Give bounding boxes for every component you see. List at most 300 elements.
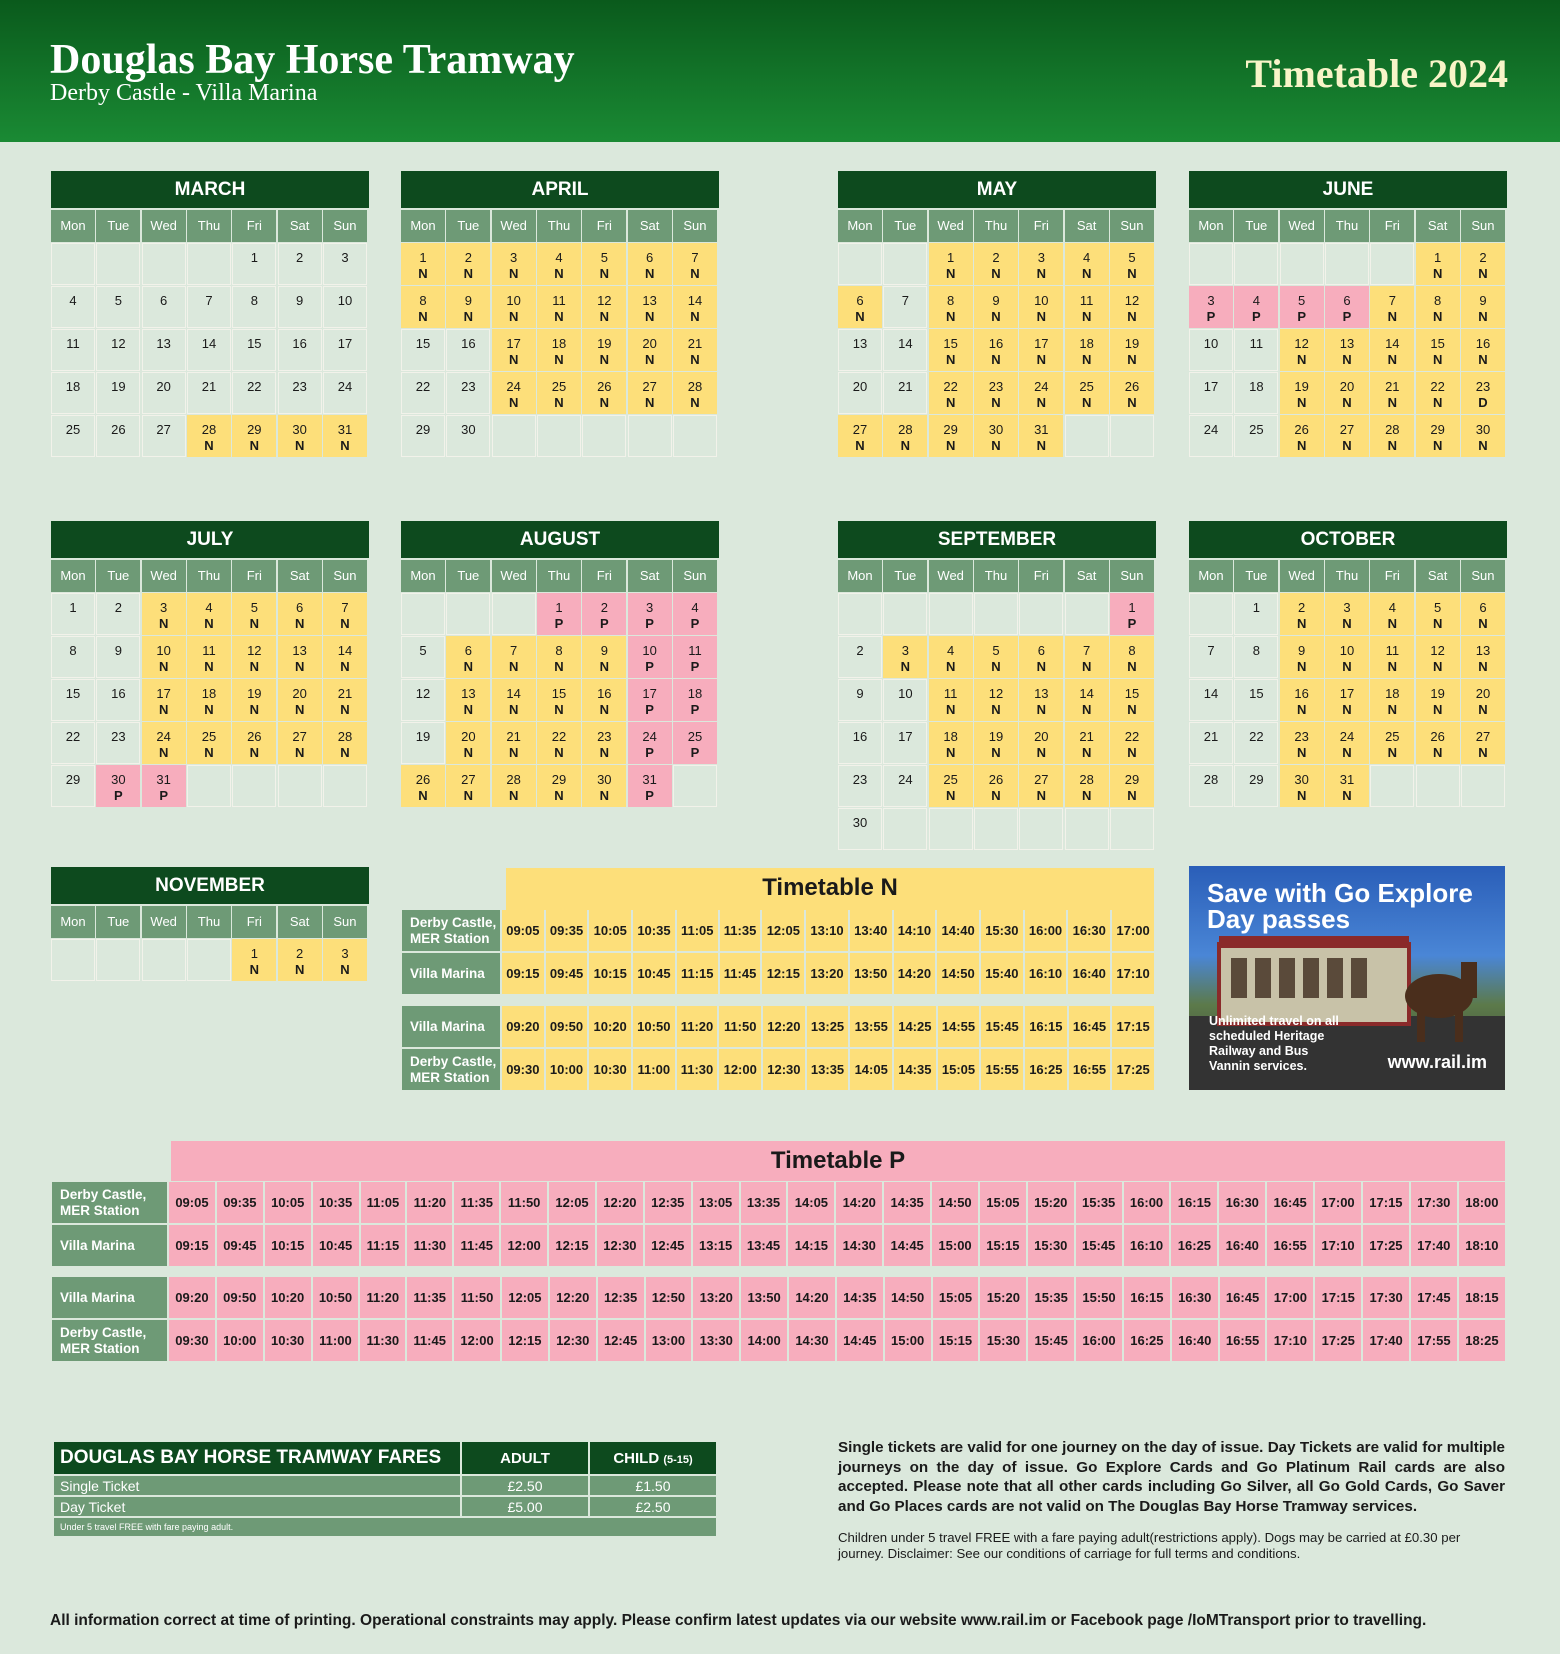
day-number: 22 bbox=[551, 729, 567, 744]
day-cell bbox=[537, 372, 581, 414]
day-cell bbox=[1416, 329, 1460, 371]
timetable-code: P bbox=[1297, 309, 1306, 324]
timetable-row bbox=[402, 953, 1154, 994]
day-number: 3 bbox=[1343, 600, 1351, 615]
departure-time: 14:55 bbox=[938, 1006, 980, 1047]
day-cell bbox=[492, 329, 536, 371]
departure-time: 14:20 bbox=[894, 953, 936, 994]
day-number: 5 bbox=[992, 643, 1000, 658]
departure-time: 12:50 bbox=[646, 1277, 692, 1318]
day-number: 12 bbox=[1430, 643, 1445, 658]
empty-day-cell bbox=[401, 593, 445, 635]
departure-time: 15:45 bbox=[1076, 1225, 1122, 1266]
day-cell bbox=[1461, 243, 1505, 285]
day-number: 1 bbox=[69, 600, 77, 615]
timetable-code: N bbox=[204, 616, 214, 631]
departure-time: 16:10 bbox=[1025, 953, 1067, 994]
stop-label: Villa Marina bbox=[52, 1225, 167, 1266]
empty-day-cell bbox=[1370, 765, 1414, 807]
day-cell bbox=[1019, 372, 1063, 414]
timetable-code: N bbox=[508, 395, 519, 410]
day-cell bbox=[1019, 415, 1063, 457]
day-cell bbox=[96, 286, 140, 328]
day-cell bbox=[1234, 722, 1278, 764]
departure-time: 16:45 bbox=[1220, 1277, 1266, 1318]
day-cell bbox=[232, 329, 276, 371]
week-row bbox=[838, 372, 1156, 414]
timetable-code: N bbox=[418, 788, 428, 803]
weekday-name: Sun bbox=[323, 210, 367, 242]
day-cell bbox=[1065, 765, 1109, 807]
empty-day-cell bbox=[1280, 243, 1324, 285]
departure-time: 16:40 bbox=[1172, 1320, 1218, 1361]
day-cell bbox=[187, 372, 231, 414]
departure-time: 15:00 bbox=[885, 1320, 931, 1361]
week-row bbox=[51, 286, 369, 328]
day-number: 6 bbox=[856, 293, 864, 308]
departure-time: 18:10 bbox=[1459, 1225, 1505, 1266]
day-cell bbox=[838, 679, 882, 721]
day-number: 9 bbox=[600, 643, 608, 658]
day-number: 17 bbox=[898, 729, 913, 744]
departure-time: 14:35 bbox=[837, 1277, 883, 1318]
timetable-code: N bbox=[418, 309, 428, 324]
timetable-code: P bbox=[645, 702, 654, 717]
day-cell bbox=[323, 636, 367, 678]
day-number: 15 bbox=[1430, 336, 1445, 351]
departure-time: 14:45 bbox=[884, 1225, 930, 1266]
day-cell bbox=[142, 372, 186, 414]
departure-time: 16:15 bbox=[1124, 1277, 1170, 1318]
timetable-code: N bbox=[1036, 702, 1046, 717]
day-number: 18 bbox=[65, 379, 81, 394]
day-cell bbox=[929, 243, 973, 285]
departure-time: 10:05 bbox=[265, 1182, 311, 1223]
promo-url-link[interactable]: www.rail.im bbox=[1387, 1052, 1487, 1072]
timetable-code: N bbox=[599, 309, 609, 324]
timetable-code: P bbox=[645, 788, 654, 803]
day-number: 8 bbox=[69, 643, 77, 658]
weekday-name: Fri bbox=[1019, 210, 1063, 242]
weekday-header-row bbox=[838, 210, 1156, 242]
timetable-code: N bbox=[1296, 352, 1307, 367]
day-number: 5 bbox=[114, 293, 122, 308]
day-cell bbox=[142, 329, 186, 371]
empty-day-cell bbox=[187, 243, 231, 285]
day-number: 12 bbox=[1294, 336, 1309, 351]
departure-time: 13:55 bbox=[850, 1006, 892, 1047]
day-number: 10 bbox=[1203, 336, 1219, 351]
timetable-n-return bbox=[400, 1004, 1156, 1092]
timetable-code: N bbox=[418, 266, 428, 281]
timetable-code: N bbox=[1478, 702, 1488, 717]
day-number: 28 bbox=[1385, 422, 1400, 437]
departure-time: 10:00 bbox=[546, 1049, 588, 1090]
timetable-code: N bbox=[1432, 438, 1443, 453]
departure-time: 14:45 bbox=[837, 1320, 883, 1361]
day-cell bbox=[929, 415, 973, 457]
day-number: 5 bbox=[250, 600, 258, 615]
day-cell bbox=[1325, 593, 1369, 635]
timetable-code: N bbox=[991, 438, 1001, 453]
stop-label: Villa Marina bbox=[402, 1006, 500, 1047]
departure-time: 14:50 bbox=[937, 953, 979, 994]
departure-time: 09:20 bbox=[502, 1006, 544, 1047]
day-number: 18 bbox=[1079, 336, 1094, 351]
empty-day-cell bbox=[51, 243, 95, 285]
day-number: 16 bbox=[1475, 336, 1491, 351]
day-cell bbox=[278, 286, 322, 328]
weekday-name: Mon bbox=[51, 210, 95, 242]
day-number: 14 bbox=[337, 643, 353, 658]
departure-time: 14:35 bbox=[894, 1049, 936, 1090]
day-cell bbox=[838, 808, 882, 850]
departure-time: 14:05 bbox=[788, 1182, 834, 1223]
departure-time: 11:30 bbox=[677, 1049, 718, 1090]
timetable-code: N bbox=[644, 352, 655, 367]
timetable-code: N bbox=[690, 266, 700, 281]
timetable-code: N bbox=[1342, 616, 1352, 631]
day-number: 6 bbox=[1343, 293, 1351, 308]
day-cell bbox=[278, 679, 322, 721]
timetable-code: N bbox=[463, 745, 474, 760]
day-cell bbox=[1189, 415, 1233, 457]
day-number: 16 bbox=[852, 729, 868, 744]
departure-time: 10:30 bbox=[589, 1049, 631, 1090]
empty-day-cell bbox=[1065, 415, 1109, 457]
empty-day-cell bbox=[838, 593, 882, 635]
day-cell bbox=[401, 765, 445, 807]
timetable-code: N bbox=[1036, 352, 1046, 367]
empty-day-cell bbox=[628, 415, 672, 457]
departure-time: 16:25 bbox=[1025, 1049, 1067, 1090]
day-cell bbox=[446, 415, 490, 457]
week-row bbox=[401, 286, 719, 328]
timetable-code: N bbox=[1081, 788, 1092, 803]
day-number: 23 bbox=[1475, 379, 1491, 394]
week-row bbox=[401, 636, 719, 678]
empty-day-cell bbox=[974, 593, 1018, 635]
day-number: 29 bbox=[1430, 422, 1445, 437]
child-label: CHILD bbox=[613, 1449, 660, 1467]
weekday-name: Sun bbox=[323, 560, 367, 592]
departure-time: 16:15 bbox=[1025, 1006, 1067, 1047]
timetable-code: N bbox=[1296, 616, 1307, 631]
day-cell bbox=[1189, 679, 1233, 721]
timetable-code: N bbox=[249, 659, 259, 674]
week-row bbox=[51, 636, 369, 678]
departure-time: 10:15 bbox=[265, 1225, 311, 1266]
departure-time: 13:00 bbox=[646, 1320, 692, 1361]
day-cell bbox=[446, 372, 490, 414]
departure-time: 10:45 bbox=[633, 953, 675, 994]
weekday-header-row bbox=[51, 210, 369, 242]
timetable-code: N bbox=[294, 962, 305, 977]
day-number: 19 bbox=[1294, 379, 1309, 394]
day-number: 5 bbox=[1434, 600, 1442, 615]
day-cell bbox=[1189, 765, 1233, 807]
day-cell bbox=[628, 372, 672, 414]
day-number: 12 bbox=[111, 336, 126, 351]
departure-time: 14:20 bbox=[836, 1182, 882, 1223]
empty-day-cell bbox=[1461, 765, 1505, 807]
day-number: 13 bbox=[461, 686, 476, 701]
day-cell bbox=[1189, 636, 1233, 678]
timetable-code: N bbox=[554, 702, 564, 717]
conditions-text: Children under 5 travel FREE with a fare paying adult(restrictions apply). Dogs may be carried at £0.30 per journey. Disclaimer: See our conditions of carriage for full terms and conditions. bbox=[838, 1530, 1461, 1561]
departure-time: 16:10 bbox=[1124, 1225, 1170, 1266]
timetable-code: N bbox=[249, 702, 259, 717]
day-cell bbox=[1280, 593, 1324, 635]
route-subtitle: Derby Castle - Villa Marina bbox=[50, 80, 318, 106]
day-cell bbox=[537, 722, 581, 764]
day-cell bbox=[51, 765, 95, 807]
timetable-code: N bbox=[599, 395, 609, 410]
child-age-range: (5-15) bbox=[663, 1453, 693, 1466]
month-name: JULY bbox=[51, 521, 369, 558]
departure-time: 10:05 bbox=[589, 910, 631, 951]
weekday-name: Sat bbox=[278, 906, 322, 938]
departure-time: 10:20 bbox=[265, 1277, 311, 1318]
departure-time: 10:15 bbox=[589, 953, 631, 994]
timetable-code: N bbox=[1081, 395, 1092, 410]
day-number: 21 bbox=[898, 379, 913, 394]
timetable-code: N bbox=[1342, 788, 1352, 803]
day-cell bbox=[929, 372, 973, 414]
day-cell bbox=[929, 722, 973, 764]
day-cell bbox=[1461, 636, 1505, 678]
day-cell bbox=[51, 636, 95, 678]
fares-title: DOUGLAS BAY HORSE TRAMWAY FARES bbox=[54, 1442, 460, 1474]
departure-time: 16:45 bbox=[1069, 1006, 1111, 1047]
timetable-code: D bbox=[1478, 395, 1488, 410]
departure-time: 11:50 bbox=[501, 1182, 547, 1223]
month-name: JUNE bbox=[1189, 171, 1507, 208]
timetable-code: N bbox=[1036, 395, 1046, 410]
day-number: 29 bbox=[1124, 772, 1140, 787]
stop-label: Villa Marina bbox=[402, 953, 500, 994]
departure-time: 16:40 bbox=[1219, 1225, 1265, 1266]
timetable-code: N bbox=[1081, 266, 1092, 281]
timetable-code: N bbox=[340, 702, 350, 717]
day-cell bbox=[582, 593, 626, 635]
timetable-code: N bbox=[1387, 659, 1397, 674]
timetable-row bbox=[402, 1006, 1154, 1047]
departure-time: 13:40 bbox=[850, 910, 892, 951]
day-cell bbox=[278, 939, 322, 981]
timetable-code: N bbox=[1081, 702, 1092, 717]
weekday-name: Mon bbox=[401, 210, 445, 242]
timetable-code: N bbox=[1387, 352, 1397, 367]
departure-time: 16:55 bbox=[1267, 1225, 1313, 1266]
departure-time: 14:00 bbox=[741, 1320, 787, 1361]
day-cell bbox=[1370, 636, 1414, 678]
promo-text: Unlimited travel on all scheduled Heritage Railway and Bus Vannin services. bbox=[1209, 1014, 1339, 1073]
day-cell bbox=[278, 593, 322, 635]
day-number: 3 bbox=[341, 946, 349, 961]
day-cell bbox=[838, 372, 882, 414]
weekday-name: Fri bbox=[582, 560, 626, 592]
day-number: 4 bbox=[205, 600, 213, 615]
day-cell bbox=[1019, 722, 1063, 764]
departure-time: 14:25 bbox=[894, 1006, 936, 1047]
week-row bbox=[51, 415, 369, 457]
weekday-name: Sat bbox=[278, 210, 322, 242]
weekday-name: Thu bbox=[537, 560, 581, 592]
departure-time: 12:45 bbox=[598, 1320, 644, 1361]
day-cell bbox=[883, 722, 927, 764]
timetable-code: N bbox=[945, 659, 956, 674]
day-number: 26 bbox=[597, 379, 612, 394]
day-number: 18 bbox=[1249, 379, 1264, 394]
day-cell bbox=[323, 286, 367, 328]
timetable-code: P bbox=[645, 616, 654, 631]
timetable-code: N bbox=[249, 616, 259, 631]
timetable-code: N bbox=[1478, 616, 1488, 631]
day-number: 23 bbox=[461, 379, 476, 394]
weekday-name: Tue bbox=[96, 560, 140, 592]
day-number: 26 bbox=[1124, 379, 1140, 394]
departure-time: 15:35 bbox=[1028, 1277, 1074, 1318]
day-cell bbox=[446, 286, 490, 328]
weekday-name: Sun bbox=[673, 210, 717, 242]
day-cell bbox=[1019, 286, 1063, 328]
month-may bbox=[838, 171, 1156, 457]
day-number: 28 bbox=[1079, 772, 1094, 787]
departure-time: 16:25 bbox=[1171, 1225, 1217, 1266]
day-cell bbox=[537, 679, 581, 721]
day-cell bbox=[1019, 679, 1063, 721]
day-number: 4 bbox=[1083, 250, 1091, 265]
departure-time: 14:50 bbox=[885, 1277, 931, 1318]
day-number: 13 bbox=[1034, 686, 1049, 701]
departure-time: 14:15 bbox=[788, 1225, 834, 1266]
weekday-name: Mon bbox=[1189, 210, 1233, 242]
day-number: 18 bbox=[201, 686, 217, 701]
day-number: 13 bbox=[156, 336, 171, 351]
day-cell bbox=[1110, 286, 1154, 328]
weekday-name: Fri bbox=[1370, 210, 1414, 242]
month-name: OCTOBER bbox=[1189, 521, 1507, 558]
stop-label: Derby Castle, MER Station bbox=[402, 910, 500, 951]
day-cell bbox=[929, 765, 973, 807]
departure-time: 11:00 bbox=[633, 1049, 675, 1090]
departure-time: 16:30 bbox=[1068, 910, 1110, 951]
day-number: 11 bbox=[202, 643, 216, 658]
day-cell bbox=[187, 679, 231, 721]
departure-time: 17:10 bbox=[1267, 1320, 1313, 1361]
timetable-p-return bbox=[50, 1275, 1507, 1363]
timetable-code: N bbox=[1342, 352, 1352, 367]
timetable-code: N bbox=[1296, 395, 1307, 410]
day-cell bbox=[1110, 593, 1154, 635]
departure-time: 10:30 bbox=[265, 1320, 311, 1361]
weekday-name: Sun bbox=[673, 560, 717, 592]
departure-time: 12:20 bbox=[597, 1182, 643, 1223]
day-cell bbox=[1234, 765, 1278, 807]
empty-day-cell bbox=[1416, 765, 1460, 807]
departure-time: 11:20 bbox=[407, 1182, 452, 1223]
departure-time: 12:35 bbox=[598, 1277, 644, 1318]
day-cell bbox=[1019, 765, 1063, 807]
child-header bbox=[590, 1442, 716, 1474]
day-number: 16 bbox=[597, 686, 612, 701]
departure-time: 13:30 bbox=[693, 1320, 739, 1361]
timetable-code: N bbox=[945, 395, 956, 410]
day-cell bbox=[1234, 593, 1278, 635]
timetable-code: N bbox=[1296, 438, 1307, 453]
day-number: 28 bbox=[1203, 772, 1219, 787]
timetable-code: N bbox=[1387, 309, 1397, 324]
day-number: 1 bbox=[1252, 600, 1260, 615]
empty-day-cell bbox=[51, 939, 95, 981]
weekday-name: Tue bbox=[1234, 560, 1278, 592]
month-july bbox=[51, 521, 369, 807]
timetable-code: N bbox=[158, 659, 169, 674]
week-row bbox=[838, 286, 1156, 328]
day-number: 6 bbox=[1479, 600, 1487, 615]
day-number: 28 bbox=[337, 729, 353, 744]
day-cell bbox=[1416, 636, 1460, 678]
timetable-code: P bbox=[645, 745, 654, 760]
stop-label: Derby Castle, MER Station bbox=[402, 1049, 500, 1090]
departure-time: 15:35 bbox=[1076, 1182, 1122, 1223]
timetable-code: P bbox=[690, 659, 700, 674]
departure-time: 16:00 bbox=[1076, 1320, 1122, 1361]
week-row bbox=[1189, 243, 1507, 285]
day-number: 14 bbox=[201, 336, 217, 351]
day-number: 22 bbox=[247, 379, 262, 394]
week-row bbox=[401, 372, 719, 414]
day-number: 8 bbox=[555, 643, 563, 658]
departure-time: 11:15 bbox=[361, 1225, 406, 1266]
day-number: 23 bbox=[111, 729, 126, 744]
timetable-code: P bbox=[599, 616, 609, 631]
timetable-code: N bbox=[508, 659, 519, 674]
weekday-name: Mon bbox=[838, 560, 882, 592]
timetable-n-title: Timetable N bbox=[506, 868, 1154, 910]
departure-time: 09:15 bbox=[502, 953, 544, 994]
day-number: 30 bbox=[597, 772, 612, 787]
day-number: 31 bbox=[337, 422, 353, 437]
timetable-code: N bbox=[1432, 352, 1443, 367]
departure-time: 13:45 bbox=[741, 1225, 787, 1266]
day-cell bbox=[628, 243, 672, 285]
day-number: 7 bbox=[205, 293, 213, 308]
day-number: 24 bbox=[156, 729, 171, 744]
go-explore-promo[interactable] bbox=[1189, 866, 1505, 1090]
weekday-name: Wed bbox=[142, 560, 186, 592]
month-name: MAY bbox=[838, 171, 1156, 208]
footer-disclaimer: All information correct at time of printing. Operational constraints may apply. Please confirm latest updates via our website www.rail.im or Facebook page /IoMTransport prior to travelling. bbox=[50, 1612, 1427, 1629]
fare-row-day bbox=[54, 1497, 716, 1516]
week-row bbox=[838, 722, 1156, 764]
day-number: 30 bbox=[1294, 772, 1309, 787]
empty-day-cell bbox=[838, 243, 882, 285]
departure-time: 16:25 bbox=[1124, 1320, 1170, 1361]
departure-time: 09:20 bbox=[169, 1277, 215, 1318]
day-cell bbox=[673, 722, 717, 764]
day-number: 31 bbox=[642, 772, 657, 787]
departure-time: 13:50 bbox=[850, 953, 892, 994]
day-number: 3 bbox=[341, 250, 349, 265]
week-row bbox=[401, 593, 719, 635]
day-cell bbox=[1065, 286, 1109, 328]
departure-time: 10:35 bbox=[313, 1182, 359, 1223]
day-cell bbox=[1370, 415, 1414, 457]
departure-time: 10:00 bbox=[217, 1320, 263, 1361]
day-number: 25 bbox=[201, 729, 217, 744]
